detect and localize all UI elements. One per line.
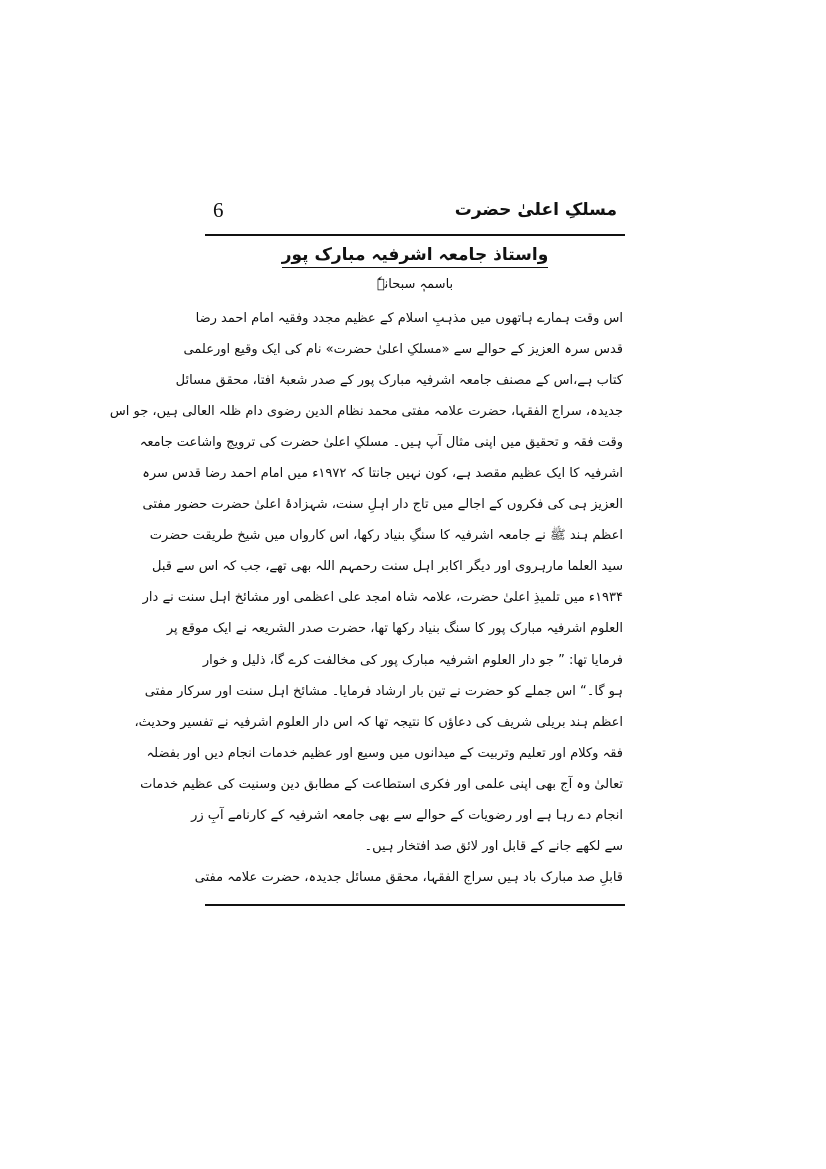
text-line: اشرفیہ کا ایک عظیم مقصد ہے، کون نہیں جانتا کہ ۱۹۷۲ء میں امام احمد رضا قدس سرہ — [142, 466, 623, 482]
body-text — [109, 303, 623, 893]
header-rule — [205, 234, 625, 236]
text-line: تعالیٰ وہ آج بھی اپنی علمی اور فکری استطاعت کے مطابق دین وسنیت کی عظیم خدمات — [140, 776, 623, 792]
text-line: اعظم ہند بریلی شریف کی دعاؤں کا نتیجہ تھا کہ اس دار العلوم اشرفیہ نے تفسیر وحدیث، — [134, 714, 623, 730]
text-line: قدس سرہ العزیز کے حوالے سے «مسلکِ اعلیٰ حضرت» نام کی ایک وقیع اورعلمی — [183, 342, 623, 358]
text-line: اس وقت ہمارے ہاتھوں میں مذہبِ اسلام کے عظیم مجدد وفقیہ امام احمد رضا — [195, 311, 623, 326]
footer-rule — [205, 904, 625, 906]
page-number: 6 — [213, 198, 224, 222]
text-line: العلوم اشرفیہ مبارک پور کا سنگ بنیاد رکھا تھا، حضرت صدر الشریعہ نے ایک موقع پر — [166, 621, 623, 637]
text-line: قابلِ صد مبارک باد ہیں سراج الفقہا، محقق مسائل جدیدہ، حضرت علامہ مفتی — [194, 869, 623, 885]
running-header — [205, 198, 625, 234]
text-line: ہو گا۔“ اس جملے کو حضرت نے تین بار ارشاد فرمایا۔ مشائخ اہل سنت اور سرکار مفتی — [144, 683, 623, 699]
section-heading — [205, 244, 625, 265]
text-line: فقہ وکلام اور تعلیم وتربیت کے میدانوں میں وسیع اور عظیم خدمات انجام دیں اور بفضلہ — [146, 745, 623, 761]
text-line: جدیدہ، سراج الفقہا، حضرت علامہ مفتی محمد نظام الدین رضوی دام ظلہ العالی ہیں، جو اس — [109, 404, 623, 420]
section-heading-text: واستاذ جامعہ اشرفیہ مبارک پور — [282, 245, 549, 268]
text-line: کتاب ہے،اس کے مصنف جامعہ اشرفیہ مبارک پور کے صدر شعبۂ افتا، محقق مسائل — [175, 373, 623, 389]
text-line: العزیز ہی کی فکروں کے اجالے میں تاج دار اہلِ سنت، شہزادۂ اعلیٰ حضرت حضور مفتی — [142, 497, 623, 513]
book-title: مسلکِ اعلیٰ حضرت — [454, 200, 617, 220]
text-line: سید العلما مارہروی اور دیگر اکابر اہل سنت رحمہم اللہ بھی تھے، جب کہ اس سے قبل — [151, 559, 623, 575]
text-line: اعظم ہند ﷺ نے جامعہ اشرفیہ کا سنگِ بنیاد رکھا، اس کارواں میں شیخ طریقت حضرت — [149, 528, 623, 544]
text-line: فرمایا تھا: ” جو دار العلوم اشرفیہ مبارک پور کی مخالفت کرے گا، ذلیل و خوار — [202, 652, 623, 668]
text-line: وقت فقہ و تحقیق میں اپنی مثال آپ ہیں۔ مسلکِ اعلیٰ حضرت کی ترویج واشاعت جامعہ — [139, 435, 623, 451]
text-line: سے لکھے جانے کے قابل اور لائق صد افتخار ہیں۔ — [364, 838, 623, 854]
text-line: ۱۹۳۴ء میں تلمیذِ اعلیٰ حضرت، علامہ شاہ امجد علی اعظمی اور مشائخ اہل سنت نے دار — [142, 590, 623, 606]
bismihi-subheading: باسمہٖ سبحانہٗ — [376, 277, 454, 292]
text-line: انجام دے رہا ہے اور رضویات کے حوالے سے بھی جامعہ اشرفیہ کے کارنامے آبِ زر — [191, 807, 623, 823]
